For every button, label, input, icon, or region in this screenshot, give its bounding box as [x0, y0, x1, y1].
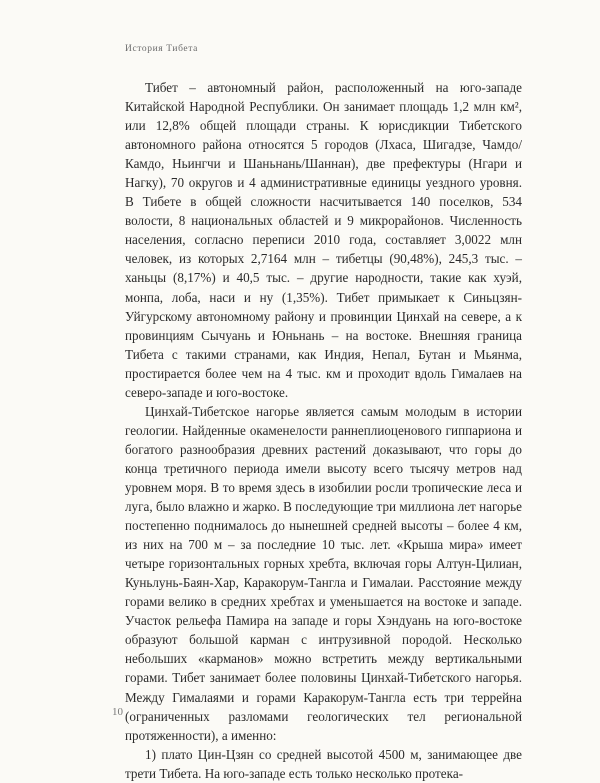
page-number: 10 — [112, 706, 123, 718]
body-text — [125, 78, 522, 783]
running-header: История Тибета — [125, 44, 198, 54]
paragraph-plateau: 1) плато Цин-Цзян со средней высотой 4500 м, занимающее две трети Тибета. На юго-западе есть только несколько протека- — [125, 746, 522, 781]
paragraph-geology: Цинхай-Тибетское нагорье является самым молодым в истории геологии. Найденные окаменелости раннеплиоценового гиппариона и богатого разнообразия древних растений доказывают, что горы до конца третичного периода имели высоту всего тысячу метров над уровнем моря. В то время здесь в изобилии росли тропические леса и луга, было влажно и жарко. В последующие три миллиона лет нагорье постепенно поднималось до нынешней средней высоты – более 4 км, из них на 700 м – за последние 10 тыс. лет. «Крыша мира» имеет четыре горизонтальных горных хребта, включая горы Алтун-Цилиан, Куньлунь-Баян-Хар, Каракорум-Тангла и Гималаи. Расстояние между горами велико в средних хребтах и уменьшается на востоке и западе. Участок рельефа Памира на западе и горы Хэндуань на юго-востоке образуют большой карман с интрузивной породой. Несколько небольших «карманов» можно встретить между вертикальными горами. Тибет занимает более половины Цинхай-Тибетского нагорья. Между Гималаями и горами Каракорум-Тангла есть три террейна (ограниченных разломами геологических тел региональной протяженности), а именно: — [125, 403, 522, 743]
paragraph-population: Тибет – автономный район, расположенный на юго-западе Китайской Народной Республики. Он занимает площадь 1,2 млн км², или 12,8% общей площади страны. К юрисдикции Тибетского автономного района относятся 5 городов (Лхаса, Шигадзе, Чамдо/Камдо, Ньингчи и Шаньнань/Шаннан), две префектуры (Нгари и Нагку), 70 округов и 4 административные единицы уездного уровня. В Тибете в общей сложности насчитывается 140 поселков, 534 волости, 8 национальных областей и 9 микрорайонов. Численность населения, согласно переписи 2010 года, составляет 3,0022 млн человек, из которых 2,7164 млн – тибетцы (90,48%), 245,3 тыс. – ханьцы (8,17%) и 40,5 тыс. – другие народности, такие как хуэй, монпа, лоба, наси и ну (1,35%). Тибет примыкает к Синьцзян-Уйгурскому автономному району и провинции Цинхай на севере, а к провинциям Сычуань и Юньнань – на востоке. Внешняя граница Тибета с такими странами, как Индия, Непал, Бутан и Мьянма, простирается более чем на 4 тыс. км и проходит вдоль Гималаев на северо-западе и юго-востоке. — [125, 80, 522, 400]
